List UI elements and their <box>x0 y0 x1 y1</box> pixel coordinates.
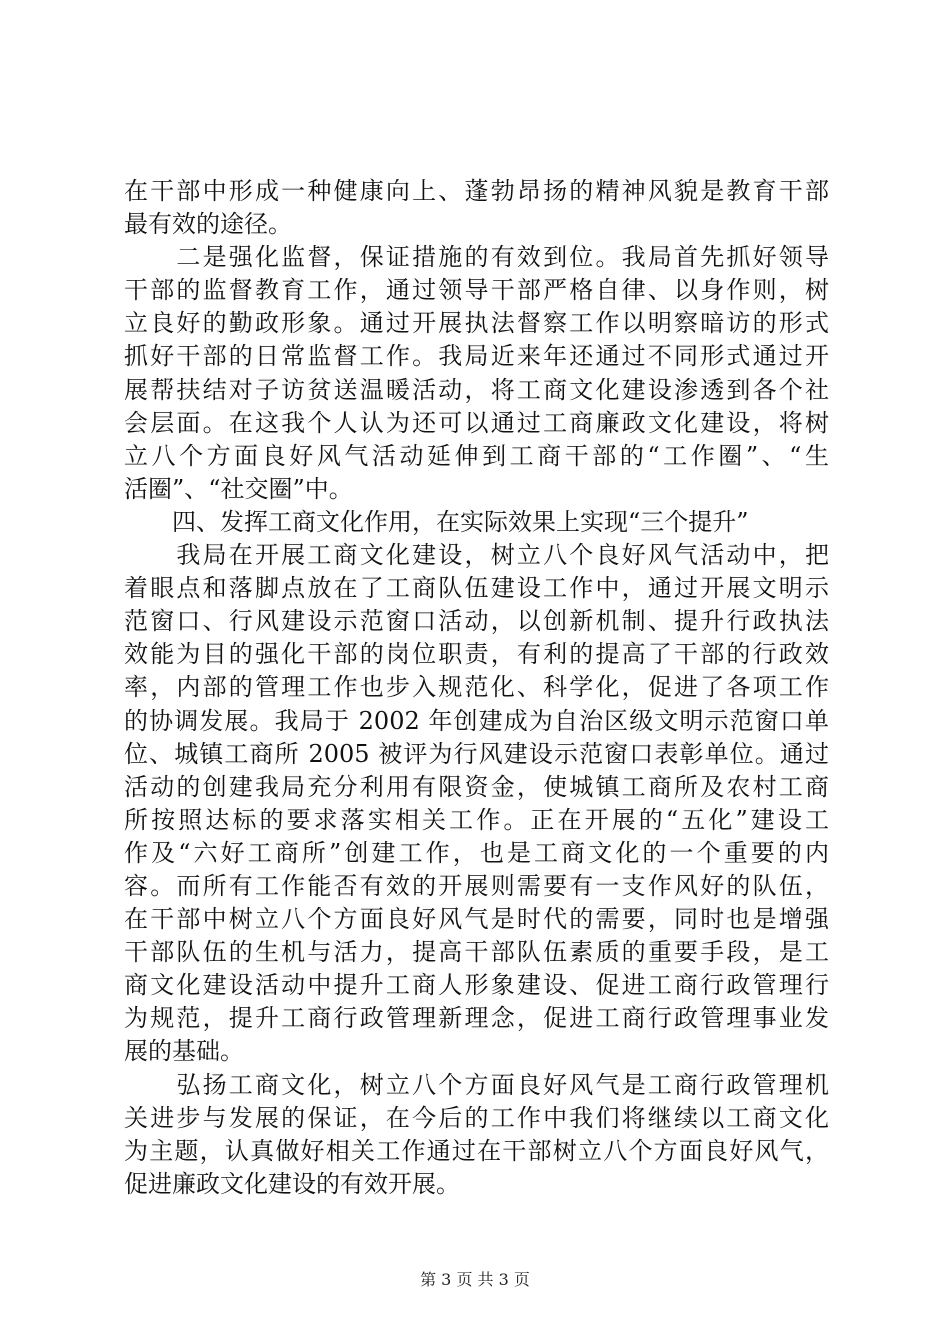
text-line: 作及“六好工商所”创建工作，也是工商文化的一个重要的内 <box>124 838 829 867</box>
text-line: 活圈”、“社交圈”中。 <box>124 474 353 503</box>
text-line: 商文化建设活动中提升工商人形象建设、促进工商行政管理行 <box>124 971 829 1000</box>
text-line: 位、城镇工商所 2005 被评为行风建设示范窗口表彰单位。通过 <box>124 739 829 768</box>
text-line: 容。而所有工作能否有效的开展则需要有一支作风好的队伍， <box>124 871 829 900</box>
text-line: 为规范，提升工商行政管理新理念，促进工商行政管理事业发 <box>124 1004 829 1033</box>
text-line: 在干部中形成一种健康向上、蓬勃昂扬的精神风貌是教育干部 <box>124 177 829 205</box>
text-line: 效能为目的强化干部的岗位职责，有利的提高了干部的行政效 <box>124 640 829 669</box>
text-line: 关进步与发展的保证，在今后的工作中我们将继续以工商文化 <box>124 1103 829 1132</box>
text-line: 弘扬工商文化，树立八个方面良好风气是工商行政管理机 <box>124 1070 829 1099</box>
page-footer: 第 3 页 共 3 页 <box>420 1270 530 1289</box>
text-line: 抓好干部的日常监督工作。我局近来年还通过不同形式通过开 <box>124 342 829 371</box>
text-line: 我局在开展工商文化建设，树立八个良好风气活动中，把 <box>124 541 829 570</box>
text-line: 立良好的勤政形象。通过开展执法督察工作以明察暗访的形式 <box>124 309 829 338</box>
text-line: 二是强化监督，保证措施的有效到位。我局首先抓好领导 <box>124 243 829 272</box>
document-body <box>124 175 829 1201</box>
text-line: 干部的监督教育工作，通过领导干部严格自律、以身作则，树 <box>124 276 829 305</box>
text-line: 在干部中树立八个方面良好风气是时代的需要，同时也是增强 <box>124 905 829 934</box>
text-line: 干部队伍的生机与活力，提高干部队伍素质的重要手段，是工 <box>124 938 829 967</box>
text-line: 展的基础。 <box>124 1037 244 1066</box>
text-line: 会层面。在这我个人认为还可以通过工商廉政文化建设，将树 <box>124 408 829 437</box>
text-line: 为主题，认真做好相关工作通过在干部树立八个方面良好风气， <box>124 1136 829 1165</box>
text-line: 着眼点和落脚点放在了工商队伍建设工作中，通过开展文明示 <box>124 574 829 603</box>
text-line: 范窗口、行风建设示范窗口活动，以创新机制、提升行政执法 <box>124 607 829 636</box>
text-line: 率，内部的管理工作也步入规范化、科学化，促进了各项工作 <box>124 673 829 702</box>
text-line: 促进廉政文化建设的有效开展。 <box>124 1169 460 1198</box>
text-line: 四、发挥工商文化作用，在实际效果上实现“三个提升” <box>124 507 749 536</box>
text-line: 立八个方面良好风气活动延伸到工商干部的“工作圈”、“生 <box>124 441 829 470</box>
text-line: 最有效的途径。 <box>124 210 292 239</box>
text-line: 的协调发展。我局于 2002 年创建成为自治区级文明示范窗口单 <box>124 706 829 735</box>
text-line: 展帮扶结对子访贫送温暖活动，将工商文化建设渗透到各个社 <box>124 375 829 404</box>
text-line: 活动的创建我局充分利用有限资金，使城镇工商所及农村工商 <box>124 772 829 801</box>
text-line: 所按照达标的要求落实相关工作。正在开展的“五化”建设工 <box>124 805 829 834</box>
